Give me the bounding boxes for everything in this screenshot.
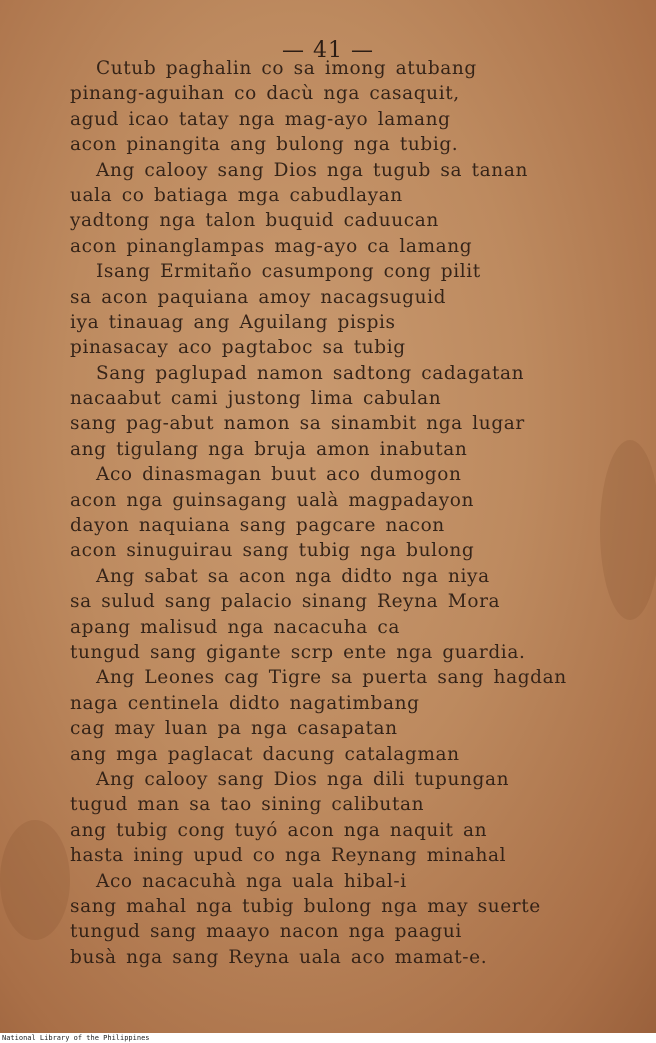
verse-line: Isang Ermitaño casumpong cong pilit <box>96 261 481 283</box>
stanza <box>0 259 656 361</box>
verse-line: acon nga guinsagang ualà magpadayon <box>70 489 475 511</box>
verse-line: Ang calooy sang Dios nga dili tupungan <box>96 768 510 790</box>
verse-line: acon pinanglampas mag-ayo ca lamang <box>70 235 473 257</box>
verse-line: agud icao tatay nga mag-ayo lamang <box>70 108 451 130</box>
page-number: — 41 — <box>282 38 374 63</box>
verse-line: pinasacay aco pagtaboc sa tubig <box>70 337 406 359</box>
verse-line: nacaabut cami justong lima cabulan <box>70 388 442 410</box>
verse-line: ang tigulang nga bruja amon inabutan <box>70 438 468 460</box>
verse-line: sa acon paquiana amoy nacagsuguid <box>70 286 447 308</box>
stanza <box>0 869 656 971</box>
verse-line: Ang Leones cag Tigre sa puerta sang hagdan <box>96 667 567 689</box>
verse-line: pinang-aguihan co dacù nga casaquit, <box>70 83 460 105</box>
verse-line: Sang paglupad namon sadtong cadagatan <box>96 362 525 384</box>
verse-line: tungud sang maayo nacon nga paagui <box>70 921 462 943</box>
verse-line: iya tinauag ang Aguilang pispis <box>70 311 396 333</box>
verse-line: yadtong nga talon buquid caduucan <box>70 210 439 232</box>
verse-line: sang pag-abut namon sa sinambit nga lugar <box>70 413 525 435</box>
stanza <box>0 767 656 869</box>
stanza <box>0 665 656 767</box>
verse-line: acon sinuguirau sang tubig nga bulong <box>70 540 475 562</box>
verse-line: Ang sabat sa acon nga didto nga niya <box>96 565 490 587</box>
verse-line: Aco nacacuhà nga uala hibal-i <box>96 870 407 892</box>
stanza <box>0 158 656 260</box>
verse-line: sa sulud sang palacio sinang Reyna Mora <box>70 591 501 613</box>
stanza <box>0 361 656 463</box>
stanza <box>0 56 656 158</box>
verse-line: sang mahal nga tubig bulong nga may suerte <box>70 895 541 917</box>
verse-line: busà nga sang Reyna uala aco mamat-e. <box>70 946 488 968</box>
stanza <box>0 564 656 666</box>
verse-line: Aco dinasmagan buut aco dumogon <box>96 464 462 486</box>
verse-line: uala co batiaga mga cabudlayan <box>70 184 403 206</box>
verse-line: hasta ining upud co nga Reynang minahal <box>70 845 507 867</box>
verse-line: tungud sang gigante scrp ente nga guardia. <box>70 641 526 663</box>
verse-line: Ang calooy sang Dios nga tugub sa tanan <box>96 159 528 181</box>
verse-line: acon pinangita ang bulong nga tubig. <box>70 134 459 156</box>
verse-line: ang tubig cong tuyó acon nga naquit an <box>70 819 488 841</box>
poem-verses <box>0 56 656 970</box>
verse-line: dayon naquiana sang pagcare nacon <box>70 515 445 537</box>
verse-line: Cutub paghalin co sa imong atubang <box>96 58 477 79</box>
verse-line: apang malisud nga nacacuha ca <box>70 616 400 638</box>
verse-line: ang mga paglacat dacung catalagman <box>70 743 460 765</box>
verse-line: naga centinela didto nagatimbang <box>70 692 420 714</box>
library-credit: National Library of the Philippines <box>0 1033 656 1043</box>
verse-line: tugud man sa tao sining calibutan <box>70 794 425 816</box>
verse-line: cag may luan pa nga casapatan <box>70 718 398 740</box>
stanza <box>0 462 656 564</box>
